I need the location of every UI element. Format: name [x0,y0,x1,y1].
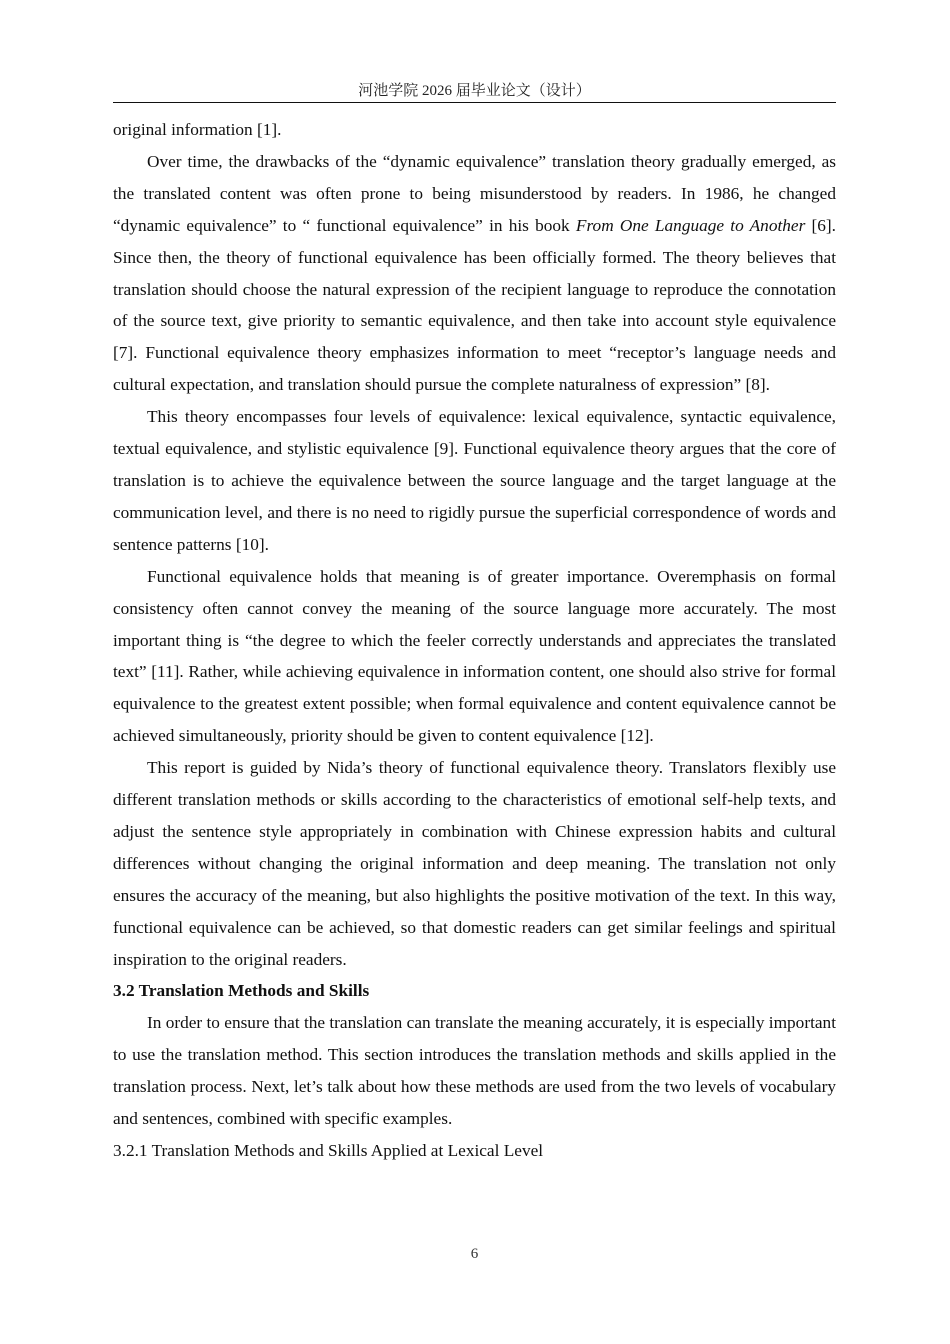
paragraph-methods-intro: In order to ensure that the translation can translate the meaning accurately, it is especially important to use the translation method. This section introduces the translation methods and skills applied in the translation process. Next, let’s talk about how these methods are used from the two levels of vocabulary and sentences, combined with specific examples. [113,1013,836,1129]
subsection-heading: 3.2.1 Translation Methods and Skills Applied at Lexical Level [113,1141,544,1160]
page-number: 6 [470,1246,479,1262]
header-title: 河池学院 2026 届毕业论文（设计） [358,83,591,99]
document-body [113,114,836,1167]
page-header [113,80,836,103]
paragraph-four-levels: This theory encompasses four levels of equivalence: lexical equivalence, syntactic equivalence, textual equivalence, and stylistic equivalence [9]. Functional equivalence theory argues that the core of translation is to achieve the equivalence between the source language and the target language at the communication level, and there is no need to rigidly pursue the superficial correspondence of words and sentence patterns [10]. [113,407,836,554]
paragraph-text: [6]. Since then, the theory of functional equivalence has been officially formed. The theory believes that translation should choose the natural expression of the recipient language to reproduce the connotation of the source text, give priority to semantic equivalence, and then take into account style equivalence [7]. Functional equivalence theory emphasizes information to meet “receptor’s language needs and cultural expectation, and translation should pursue the complete naturalness of expression” [8]. [113,215,837,395]
paragraph-text: Over time, the drawbacks of the “dynamic equivalence” translation theory gradually emerged, as the translated content was often prone to being misunderstood by readers. In 1986, he changed “dynamic equivalence” to “ functional equivalence” in his book [113,151,836,235]
book-title: From One Language to Another [575,215,806,235]
paragraph-dynamic-equivalence [113,146,836,401]
paragraph-meaning-importance: Functional equivalence holds that meaning is of greater importance. Overemphasis on formal consistency often cannot convey the meaning of the source language more accurately. The most important thing is “the degree to which the feeler correctly understands and appreciates the translated text” [11]. Rather, while achieving equivalence in information content, one should also strive for formal equivalence to the greatest extent possible; when formal equivalence and content equivalence cannot be achieved simultaneously, priority should be given to content equivalence [12]. [113,566,836,746]
page-footer [113,1244,836,1264]
paragraph-continuation: original information [1]. [113,120,282,139]
section-heading: 3.2 Translation Methods and Skills [113,981,370,1001]
paragraph-report-guidance: This report is guided by Nida’s theory of functional equivalence theory. Translators flexibly use different translation methods or skills according to the characteristics of emotional self-help texts, and adjust the sentence style appropriately in combination with Chinese expression habits and cultural differences without changing the original information and deep meaning. The translation not only ensures the accuracy of the meaning, but also highlights the positive motivation of the text. In this way, functional equivalence can be achieved, so that domestic readers can get similar feelings and spiritual inspiration to the original readers. [113,758,836,969]
